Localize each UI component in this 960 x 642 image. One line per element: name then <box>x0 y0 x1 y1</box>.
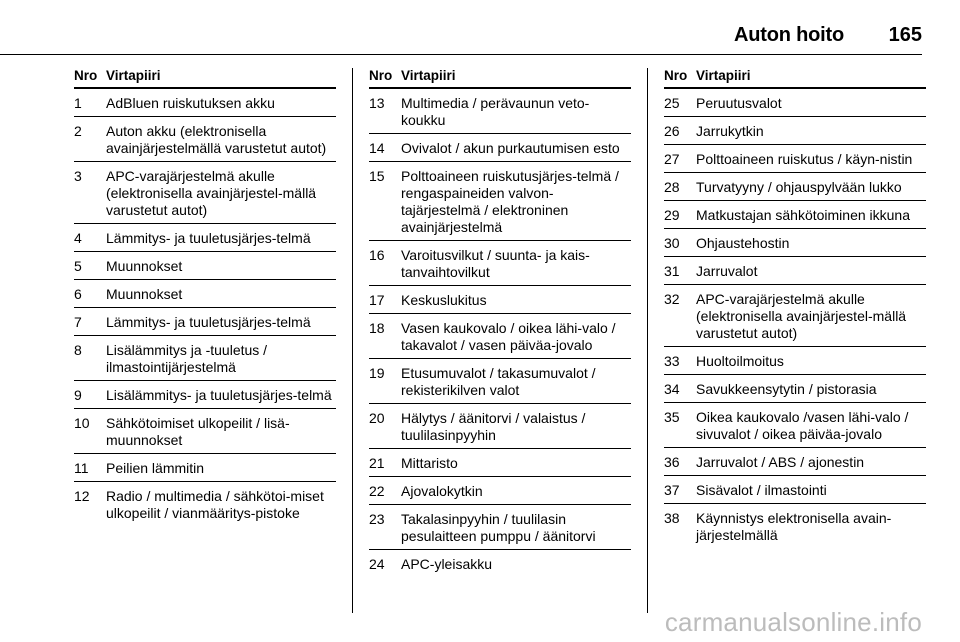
nro-header: Nro <box>369 68 393 83</box>
table-row <box>664 117 926 145</box>
table-row <box>369 314 631 359</box>
fuse-number: 12 <box>74 488 90 504</box>
fuse-number: 8 <box>74 342 82 358</box>
page-number: 165 <box>888 24 922 46</box>
circuit-description: Vasen kaukovalo / oikea lähi-valo / takavalot / vasen päiväa-jovalo <box>401 320 616 353</box>
table-row <box>369 241 631 286</box>
circuit-description: Auton akku (elektronisella avainjärjestelmällä varustetut autot) <box>106 123 327 156</box>
fuse-number: 28 <box>664 179 680 195</box>
fuse-number: 10 <box>74 415 90 431</box>
table-row <box>74 454 336 482</box>
page-title: Auton hoito <box>734 24 844 46</box>
fuse-number: 38 <box>664 510 680 526</box>
nro-header: Nro <box>74 68 98 83</box>
circuit-description: Peilien lämmitin <box>106 460 205 476</box>
circuit-description: Sähkötoimiset ulkopeilit / lisä-muunnokset <box>106 415 290 448</box>
fuse-number: 1 <box>74 95 82 111</box>
table-row <box>664 145 926 173</box>
column-divider <box>647 68 648 613</box>
circuit-description: Jarruvalot <box>696 263 758 279</box>
table-row <box>74 308 336 336</box>
fuse-number: 5 <box>74 258 82 274</box>
fuse-number: 34 <box>664 381 680 397</box>
table-row <box>74 89 336 117</box>
circuit-description: Radio / multimedia / sähkötoi-miset ulkopeilit / vianmääritys-pistoke <box>106 488 324 521</box>
circuit-description: Ajovalokytkin <box>401 483 483 499</box>
circuit-description: APC-yleisakku <box>401 556 493 572</box>
circuit-description: Polttoaineen ruiskutusjärjes-telmä / rengaspaineiden valvon-tajärjestelmä / elektroninen avainjärjestelmä <box>401 168 619 235</box>
watermark: carmanualsonline.info <box>664 607 922 637</box>
table-row <box>74 336 336 381</box>
fuse-number: 11 <box>74 460 89 476</box>
fuse-number: 32 <box>664 291 680 307</box>
table-row <box>369 359 631 404</box>
table-row <box>664 285 926 347</box>
table-row <box>664 403 926 448</box>
circuit-description: Matkustajan sähkötoiminen ikkuna <box>696 207 911 223</box>
fuse-number: 35 <box>664 409 680 425</box>
table-row <box>74 280 336 308</box>
table-row <box>664 257 926 285</box>
fuse-number: 14 <box>369 140 385 156</box>
table-row <box>664 89 926 117</box>
fuse-number: 7 <box>74 314 82 330</box>
circuit-description: Lämmitys- ja tuuletusjärjes-telmä <box>106 314 311 330</box>
column-header <box>664 68 926 89</box>
fuse-number: 29 <box>664 207 680 223</box>
fuse-number: 30 <box>664 235 680 251</box>
circuit-description: Sisävalot / ilmastointi <box>696 482 827 498</box>
circuit-description: Savukkeensytytin / pistorasia <box>696 381 877 397</box>
table-row <box>74 482 336 526</box>
circuit-description: Peruutusvalot <box>696 95 782 111</box>
circuit-description: Muunnokset <box>106 286 183 302</box>
circuit-description: Varoitusvilkut / suunta- ja kais-tanvaihtovilkut <box>401 247 590 280</box>
virtapiiri-header: Virtapiiri <box>401 68 456 83</box>
fuse-number: 6 <box>74 286 82 302</box>
fuse-number: 23 <box>369 511 385 527</box>
table-row <box>369 134 631 162</box>
circuit-description: Etusumuvalot / takasumuvalot / rekisterikilven valot <box>401 365 596 398</box>
table-row <box>369 286 631 314</box>
circuit-description: Jarruvalot / ABS / ajonestin <box>696 454 865 470</box>
circuit-description: Hälytys / äänitorvi / valaistus / tuulilasinpyyhin <box>401 410 586 443</box>
table-row <box>664 476 926 504</box>
circuit-description: Mittaristo <box>401 455 458 471</box>
circuit-description: Oikea kaukovalo /vasen lähi-valo / sivuvalot / oikea päiväa-jovalo <box>696 409 909 442</box>
fuse-number: 25 <box>664 95 680 111</box>
table-row <box>369 404 631 449</box>
table-row <box>74 162 336 224</box>
circuit-description: Huoltoilmoitus <box>696 353 784 369</box>
virtapiiri-header: Virtapiiri <box>106 68 161 83</box>
fuse-number: 19 <box>369 365 385 381</box>
circuit-description: Takalasinpyyhin / tuulilasin pesulaitteen pumppu / äänitorvi <box>401 511 596 544</box>
circuit-description: Käynnistys elektronisella avain-järjestelmällä <box>696 510 892 543</box>
page-header <box>0 24 922 54</box>
circuit-description: Muunnokset <box>106 258 183 274</box>
circuit-description: Ohjaustehostin <box>696 235 790 251</box>
table-row <box>74 252 336 280</box>
table-row <box>369 89 631 134</box>
table-row <box>74 224 336 252</box>
table-row <box>664 347 926 375</box>
circuit-description: APC-varajärjestelmä akulle (elektronisella avainjärjestel-mällä varustetut autot) <box>106 168 317 218</box>
table-row <box>664 201 926 229</box>
column-divider <box>352 68 353 613</box>
virtapiiri-header: Virtapiiri <box>696 68 751 83</box>
fuse-table-column-2 <box>369 68 631 577</box>
fuse-number: 20 <box>369 410 385 426</box>
fuse-number: 2 <box>74 123 82 139</box>
fuse-number: 18 <box>369 320 385 336</box>
fuse-number: 24 <box>369 556 385 572</box>
table-row <box>369 162 631 241</box>
circuit-description: Ovivalot / akun purkautumisen esto <box>401 140 620 156</box>
fuse-number: 15 <box>369 168 385 184</box>
table-row <box>664 504 926 548</box>
circuit-description: Turvatyyny / ohjauspylvään lukko <box>696 179 902 195</box>
fuse-number: 17 <box>369 292 385 308</box>
table-row <box>664 448 926 476</box>
circuit-description: Lämmitys- ja tuuletusjärjes-telmä <box>106 230 311 246</box>
fuse-number: 13 <box>369 95 385 111</box>
circuit-description: AdBluen ruiskutuksen akku <box>106 95 275 111</box>
circuit-description: Lisälämmitys ja -tuuletus / ilmastointijärjestelmä <box>106 342 268 375</box>
table-row <box>74 117 336 162</box>
column-header <box>74 68 336 89</box>
table-row <box>664 173 926 201</box>
circuit-description: Keskuslukitus <box>401 292 487 308</box>
fuse-number: 21 <box>369 455 385 471</box>
column-header <box>369 68 631 89</box>
nro-header: Nro <box>664 68 688 83</box>
circuit-description: APC-varajärjestelmä akulle (elektronisella avainjärjestel-mällä varustetut autot) <box>696 291 907 341</box>
fuse-number: 3 <box>74 168 82 184</box>
fuse-number: 16 <box>369 247 385 263</box>
table-row <box>74 381 336 409</box>
table-row <box>369 477 631 505</box>
fuse-number: 22 <box>369 483 385 499</box>
fuse-number: 31 <box>664 263 680 279</box>
table-row <box>369 505 631 550</box>
fuse-number: 27 <box>664 151 680 167</box>
table-row <box>369 550 631 577</box>
table-row <box>664 375 926 403</box>
fuse-number: 9 <box>74 387 82 403</box>
fuse-number: 37 <box>664 482 680 498</box>
header-rule <box>0 54 922 55</box>
circuit-description: Lisälämmitys- ja tuuletusjärjes-telmä <box>106 387 332 403</box>
fuse-number: 33 <box>664 353 680 369</box>
circuit-description: Polttoaineen ruiskutus / käyn-nistin <box>696 151 913 167</box>
table-row <box>74 409 336 454</box>
table-row <box>664 229 926 257</box>
fuse-table-column-1 <box>74 68 336 526</box>
table-row <box>369 449 631 477</box>
circuit-description: Jarrukytkin <box>696 123 764 139</box>
fuse-table-column-3 <box>664 68 926 548</box>
fuse-number: 4 <box>74 230 82 246</box>
circuit-description: Multimedia / perävaunun veto-koukku <box>401 95 590 128</box>
fuse-number: 26 <box>664 123 680 139</box>
fuse-number: 36 <box>664 454 680 470</box>
